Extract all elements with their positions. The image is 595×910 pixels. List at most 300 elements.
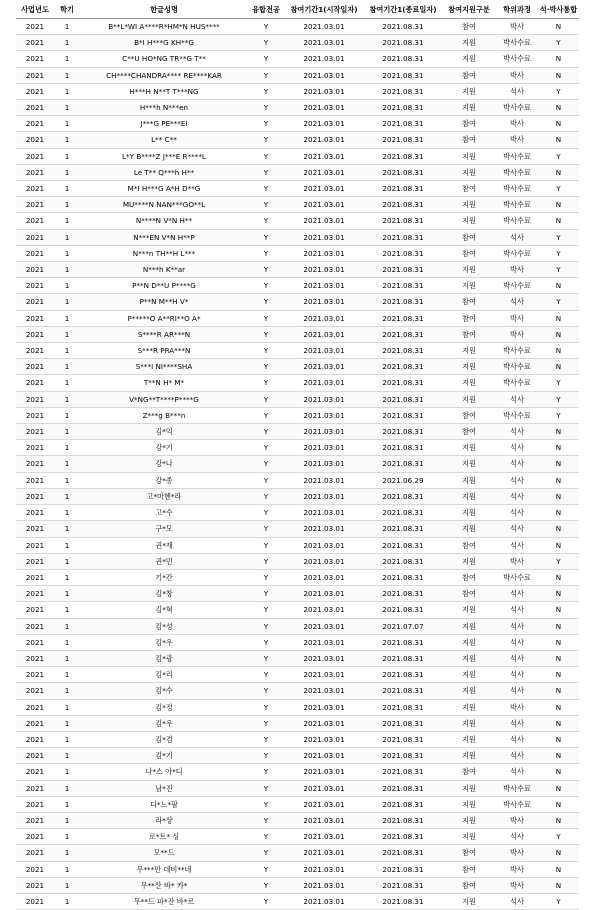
cell-term: 1 xyxy=(54,586,80,602)
cell-name: H***h N***en xyxy=(80,100,248,116)
cell-support-type: 지원 xyxy=(442,667,496,683)
cell-year: 2021 xyxy=(16,83,54,99)
cell-degree-course: 석사 xyxy=(496,391,538,407)
cell-support-type: 참여 xyxy=(442,67,496,83)
cell-start-date: 2021.03.01 xyxy=(284,569,364,585)
cell-degree-course: 석사 xyxy=(496,683,538,699)
cell-support-type: 지원 xyxy=(442,278,496,294)
cell-term: 1 xyxy=(54,488,80,504)
table-row xyxy=(16,553,579,569)
cell-convergence-major: Y xyxy=(248,440,284,456)
table-row xyxy=(16,229,579,245)
participant-table xyxy=(16,2,579,910)
cell-start-date: 2021.03.01 xyxy=(284,359,364,375)
cell-term: 1 xyxy=(54,699,80,715)
cell-end-date: 2021.08.31 xyxy=(364,294,442,310)
cell-support-type: 지원 xyxy=(442,731,496,747)
cell-start-date: 2021.03.01 xyxy=(284,181,364,197)
cell-degree-course: 석사 xyxy=(496,521,538,537)
cell-end-date: 2021.08.31 xyxy=(364,715,442,731)
cell-term: 1 xyxy=(54,602,80,618)
cell-year: 2021 xyxy=(16,51,54,67)
cell-degree-course: 석사 xyxy=(496,650,538,666)
cell-integrated-course: N xyxy=(538,67,579,83)
cell-degree-course: 석사 xyxy=(496,586,538,602)
table-row xyxy=(16,19,579,35)
cell-convergence-major: Y xyxy=(248,391,284,407)
column-header-term[interactable]: 학기 xyxy=(54,2,80,19)
column-header-year[interactable]: 사업년도 xyxy=(16,2,54,19)
cell-support-type: 참여 xyxy=(442,326,496,342)
cell-end-date: 2021.08.31 xyxy=(364,440,442,456)
cell-end-date: 2021.08.31 xyxy=(364,488,442,504)
cell-term: 1 xyxy=(54,278,80,294)
cell-degree-course: 박사 xyxy=(496,262,538,278)
cell-convergence-major: Y xyxy=(248,861,284,877)
cell-degree-course: 석사 xyxy=(496,440,538,456)
cell-start-date: 2021.03.01 xyxy=(284,262,364,278)
cell-degree-course: 석사 xyxy=(496,505,538,521)
cell-term: 1 xyxy=(54,829,80,845)
cell-name: 강*기 xyxy=(80,440,248,456)
cell-start-date: 2021.03.01 xyxy=(284,731,364,747)
cell-support-type: 지원 xyxy=(442,375,496,391)
cell-name: M*I H***G A*H D**G xyxy=(80,181,248,197)
cell-degree-course: 박사 xyxy=(496,116,538,132)
cell-start-date: 2021.03.01 xyxy=(284,148,364,164)
cell-degree-course: 박사수료 xyxy=(496,278,538,294)
cell-degree-course: 박사수료 xyxy=(496,51,538,67)
cell-year: 2021 xyxy=(16,326,54,342)
cell-convergence-major: Y xyxy=(248,699,284,715)
cell-support-type: 지원 xyxy=(442,521,496,537)
cell-degree-course: 박사수료 xyxy=(496,148,538,164)
cell-convergence-major: Y xyxy=(248,407,284,423)
cell-degree-course: 박사 xyxy=(496,877,538,893)
cell-end-date: 2021.08.31 xyxy=(364,19,442,35)
cell-degree-course: 박사 xyxy=(496,132,538,148)
column-header-convergence-major[interactable]: 융합전공 xyxy=(248,2,284,19)
cell-name: 김*우 xyxy=(80,715,248,731)
column-header-support-type[interactable]: 참여지원구분 xyxy=(442,2,496,19)
table-row xyxy=(16,51,579,67)
cell-degree-course: 박사 xyxy=(496,861,538,877)
cell-start-date: 2021.03.01 xyxy=(284,278,364,294)
cell-degree-course: 석사 xyxy=(496,634,538,650)
cell-convergence-major: Y xyxy=(248,667,284,683)
cell-support-type: 지원 xyxy=(442,812,496,828)
cell-year: 2021 xyxy=(16,618,54,634)
cell-end-date: 2021.08.31 xyxy=(364,424,442,440)
cell-integrated-course: Y xyxy=(538,229,579,245)
cell-end-date: 2021.08.31 xyxy=(364,148,442,164)
cell-support-type: 지원 xyxy=(442,35,496,51)
cell-end-date: 2021.08.31 xyxy=(364,375,442,391)
cell-degree-course: 박사수료 xyxy=(496,796,538,812)
cell-convergence-major: Y xyxy=(248,764,284,780)
table-row xyxy=(16,375,579,391)
cell-year: 2021 xyxy=(16,359,54,375)
cell-integrated-course: N xyxy=(538,877,579,893)
cell-start-date: 2021.03.01 xyxy=(284,424,364,440)
cell-integrated-course: N xyxy=(538,424,579,440)
cell-support-type: 참여 xyxy=(442,245,496,261)
cell-convergence-major: Y xyxy=(248,359,284,375)
cell-year: 2021 xyxy=(16,537,54,553)
cell-convergence-major: Y xyxy=(248,326,284,342)
cell-term: 1 xyxy=(54,116,80,132)
cell-degree-course: 석사 xyxy=(496,764,538,780)
cell-support-type: 참여 xyxy=(442,877,496,893)
cell-term: 1 xyxy=(54,213,80,229)
cell-name: 모**드 xyxy=(80,845,248,861)
table-row xyxy=(16,829,579,845)
cell-term: 1 xyxy=(54,861,80,877)
table-row xyxy=(16,796,579,812)
cell-name: S****R AR***N xyxy=(80,326,248,342)
cell-year: 2021 xyxy=(16,456,54,472)
cell-year: 2021 xyxy=(16,521,54,537)
cell-name: B**L*WI A****R*HM*N HUS**** xyxy=(80,19,248,35)
cell-term: 1 xyxy=(54,893,80,909)
cell-term: 1 xyxy=(54,456,80,472)
cell-integrated-course: N xyxy=(538,537,579,553)
cell-integrated-course: N xyxy=(538,456,579,472)
cell-support-type: 참여 xyxy=(442,586,496,602)
cell-term: 1 xyxy=(54,343,80,359)
cell-name: 권*재 xyxy=(80,537,248,553)
cell-end-date: 2021.08.31 xyxy=(364,812,442,828)
cell-integrated-course: N xyxy=(538,359,579,375)
cell-support-type: 참여 xyxy=(442,116,496,132)
cell-start-date: 2021.03.01 xyxy=(284,116,364,132)
cell-term: 1 xyxy=(54,618,80,634)
cell-integrated-course: Y xyxy=(538,553,579,569)
cell-name: 남*진 xyxy=(80,780,248,796)
column-header-start-date[interactable]: 참여기간1(시작일자) xyxy=(284,2,364,19)
cell-convergence-major: Y xyxy=(248,488,284,504)
table-row xyxy=(16,83,579,99)
cell-convergence-major: Y xyxy=(248,262,284,278)
cell-degree-course: 박사 xyxy=(496,812,538,828)
cell-year: 2021 xyxy=(16,861,54,877)
cell-convergence-major: Y xyxy=(248,67,284,83)
cell-year: 2021 xyxy=(16,602,54,618)
table-row xyxy=(16,861,579,877)
cell-term: 1 xyxy=(54,796,80,812)
cell-degree-course: 박사수료 xyxy=(496,197,538,213)
cell-name: 나*스 아*디 xyxy=(80,764,248,780)
cell-support-type: 지원 xyxy=(442,634,496,650)
cell-integrated-course: N xyxy=(538,764,579,780)
cell-end-date: 2021.08.31 xyxy=(364,310,442,326)
cell-term: 1 xyxy=(54,667,80,683)
cell-start-date: 2021.03.01 xyxy=(284,893,364,909)
cell-start-date: 2021.03.01 xyxy=(284,780,364,796)
cell-end-date: 2021.08.31 xyxy=(364,861,442,877)
cell-support-type: 참여 xyxy=(442,229,496,245)
cell-year: 2021 xyxy=(16,181,54,197)
column-header-name[interactable]: 한글성명 xyxy=(80,2,248,19)
cell-convergence-major: Y xyxy=(248,35,284,51)
cell-convergence-major: Y xyxy=(248,100,284,116)
cell-support-type: 지원 xyxy=(442,683,496,699)
cell-integrated-course: N xyxy=(538,748,579,764)
cell-start-date: 2021.03.01 xyxy=(284,586,364,602)
cell-integrated-course: Y xyxy=(538,375,579,391)
cell-start-date: 2021.03.01 xyxy=(284,796,364,812)
table-row xyxy=(16,699,579,715)
cell-end-date: 2021.08.31 xyxy=(364,683,442,699)
cell-term: 1 xyxy=(54,569,80,585)
cell-degree-course: 석사 xyxy=(496,602,538,618)
cell-convergence-major: Y xyxy=(248,893,284,909)
table-row xyxy=(16,391,579,407)
cell-end-date: 2021.08.31 xyxy=(364,667,442,683)
cell-end-date: 2021.08.31 xyxy=(364,67,442,83)
cell-name: 김*수 xyxy=(80,683,248,699)
cell-convergence-major: Y xyxy=(248,586,284,602)
cell-term: 1 xyxy=(54,845,80,861)
cell-end-date: 2021.08.31 xyxy=(364,893,442,909)
cell-convergence-major: Y xyxy=(248,181,284,197)
cell-term: 1 xyxy=(54,35,80,51)
cell-term: 1 xyxy=(54,505,80,521)
cell-term: 1 xyxy=(54,472,80,488)
cell-support-type: 지원 xyxy=(442,262,496,278)
cell-year: 2021 xyxy=(16,829,54,845)
column-header-integrated-course[interactable]: 석·박사통합 xyxy=(538,2,579,19)
cell-convergence-major: Y xyxy=(248,456,284,472)
cell-degree-course: 석사 xyxy=(496,424,538,440)
table-row xyxy=(16,667,579,683)
cell-term: 1 xyxy=(54,812,80,828)
cell-name: P**N M**H V* xyxy=(80,294,248,310)
cell-term: 1 xyxy=(54,132,80,148)
cell-integrated-course: N xyxy=(538,100,579,116)
cell-name: Le T** Q***h H** xyxy=(80,164,248,180)
cell-name: 고*수 xyxy=(80,505,248,521)
cell-name: 로*트* 싱 xyxy=(80,829,248,845)
cell-start-date: 2021.03.01 xyxy=(284,326,364,342)
cell-term: 1 xyxy=(54,181,80,197)
cell-end-date: 2021.08.31 xyxy=(364,359,442,375)
cell-support-type: 지원 xyxy=(442,213,496,229)
cell-year: 2021 xyxy=(16,780,54,796)
cell-convergence-major: Y xyxy=(248,19,284,35)
cell-start-date: 2021.03.01 xyxy=(284,650,364,666)
cell-year: 2021 xyxy=(16,634,54,650)
cell-support-type: 지원 xyxy=(442,472,496,488)
cell-end-date: 2021.08.31 xyxy=(364,245,442,261)
cell-integrated-course: N xyxy=(538,51,579,67)
cell-start-date: 2021.03.01 xyxy=(284,407,364,423)
cell-support-type: 참여 xyxy=(442,424,496,440)
cell-end-date: 2021.08.31 xyxy=(364,132,442,148)
cell-integrated-course: N xyxy=(538,488,579,504)
cell-integrated-course: N xyxy=(538,197,579,213)
cell-name: 김*기 xyxy=(80,748,248,764)
cell-term: 1 xyxy=(54,229,80,245)
table-row xyxy=(16,35,579,51)
cell-year: 2021 xyxy=(16,294,54,310)
cell-name: 김*창 xyxy=(80,586,248,602)
cell-support-type: 참여 xyxy=(442,310,496,326)
cell-year: 2021 xyxy=(16,553,54,569)
cell-integrated-course: N xyxy=(538,440,579,456)
cell-start-date: 2021.03.01 xyxy=(284,683,364,699)
cell-support-type: 지원 xyxy=(442,748,496,764)
participant-sheet xyxy=(16,2,579,910)
cell-name: 디*느*팜 xyxy=(80,796,248,812)
table-row xyxy=(16,634,579,650)
cell-name: 권*민 xyxy=(80,553,248,569)
cell-degree-course: 박사 xyxy=(496,67,538,83)
cell-end-date: 2021.08.31 xyxy=(364,164,442,180)
cell-integrated-course: N xyxy=(538,116,579,132)
table-row xyxy=(16,100,579,116)
column-header-degree-course[interactable]: 학위과정 xyxy=(496,2,538,19)
cell-support-type: 참여 xyxy=(442,537,496,553)
cell-year: 2021 xyxy=(16,586,54,602)
cell-convergence-major: Y xyxy=(248,164,284,180)
cell-degree-course: 박사수료 xyxy=(496,100,538,116)
cell-support-type: 참여 xyxy=(442,132,496,148)
cell-year: 2021 xyxy=(16,148,54,164)
table-row xyxy=(16,440,579,456)
cell-degree-course: 석사 xyxy=(496,618,538,634)
cell-degree-course: 박사수료 xyxy=(496,359,538,375)
cell-degree-course: 박사 xyxy=(496,310,538,326)
cell-convergence-major: Y xyxy=(248,650,284,666)
cell-degree-course: 박사수료 xyxy=(496,343,538,359)
cell-degree-course: 박사수료 xyxy=(496,164,538,180)
cell-start-date: 2021.03.01 xyxy=(284,699,364,715)
cell-start-date: 2021.03.01 xyxy=(284,521,364,537)
cell-convergence-major: Y xyxy=(248,197,284,213)
cell-name: T**N H* M* xyxy=(80,375,248,391)
cell-degree-course: 석사 xyxy=(496,893,538,909)
cell-start-date: 2021.03.01 xyxy=(284,764,364,780)
cell-end-date: 2021.08.31 xyxy=(364,100,442,116)
cell-integrated-course: N xyxy=(538,845,579,861)
cell-integrated-course: Y xyxy=(538,245,579,261)
cell-support-type: 지원 xyxy=(442,618,496,634)
cell-degree-course: 박사수료 xyxy=(496,407,538,423)
cell-term: 1 xyxy=(54,731,80,747)
cell-name: J***G PE***EI xyxy=(80,116,248,132)
cell-degree-course: 석사 xyxy=(496,715,538,731)
cell-convergence-major: Y xyxy=(248,521,284,537)
cell-start-date: 2021.03.01 xyxy=(284,51,364,67)
cell-support-type: 지원 xyxy=(442,456,496,472)
cell-term: 1 xyxy=(54,262,80,278)
cell-convergence-major: Y xyxy=(248,683,284,699)
cell-term: 1 xyxy=(54,294,80,310)
cell-end-date: 2021.08.31 xyxy=(364,877,442,893)
cell-end-date: 2021.08.31 xyxy=(364,569,442,585)
table-row xyxy=(16,310,579,326)
cell-integrated-course: N xyxy=(538,602,579,618)
cell-integrated-course: N xyxy=(538,796,579,812)
cell-name: B*I H***G KH**G xyxy=(80,35,248,51)
cell-support-type: 지원 xyxy=(442,780,496,796)
cell-end-date: 2021.07.07 xyxy=(364,618,442,634)
table-row xyxy=(16,326,579,342)
cell-year: 2021 xyxy=(16,391,54,407)
cell-year: 2021 xyxy=(16,229,54,245)
cell-name: 고*마헨*라 xyxy=(80,488,248,504)
table-row xyxy=(16,715,579,731)
cell-support-type: 지원 xyxy=(442,164,496,180)
cell-end-date: 2021.08.31 xyxy=(364,83,442,99)
cell-name: 기*간 xyxy=(80,569,248,585)
cell-integrated-course: N xyxy=(538,731,579,747)
cell-end-date: 2021.08.31 xyxy=(364,35,442,51)
cell-end-date: 2021.08.31 xyxy=(364,602,442,618)
column-header-end-date[interactable]: 참여기간1(종료일자) xyxy=(364,2,442,19)
cell-term: 1 xyxy=(54,391,80,407)
cell-name: 강*종 xyxy=(80,472,248,488)
cell-convergence-major: Y xyxy=(248,343,284,359)
table-row xyxy=(16,424,579,440)
table-row xyxy=(16,537,579,553)
table-row xyxy=(16,67,579,83)
table-row xyxy=(16,650,579,666)
cell-end-date: 2021.08.31 xyxy=(364,181,442,197)
cell-start-date: 2021.03.01 xyxy=(284,667,364,683)
cell-integrated-course: N xyxy=(538,699,579,715)
cell-end-date: 2021.08.31 xyxy=(364,586,442,602)
cell-degree-course: 석사 xyxy=(496,472,538,488)
cell-start-date: 2021.03.01 xyxy=(284,35,364,51)
cell-end-date: 2021.08.31 xyxy=(364,796,442,812)
cell-support-type: 지원 xyxy=(442,100,496,116)
cell-convergence-major: Y xyxy=(248,83,284,99)
cell-support-type: 참여 xyxy=(442,861,496,877)
cell-degree-course: 석사 xyxy=(496,537,538,553)
cell-support-type: 지원 xyxy=(442,650,496,666)
cell-name: 강*나 xyxy=(80,456,248,472)
cell-integrated-course: Y xyxy=(538,35,579,51)
cell-year: 2021 xyxy=(16,310,54,326)
cell-start-date: 2021.03.01 xyxy=(284,343,364,359)
cell-degree-course: 박사수료 xyxy=(496,569,538,585)
cell-convergence-major: Y xyxy=(248,845,284,861)
cell-year: 2021 xyxy=(16,19,54,35)
cell-support-type: 지원 xyxy=(442,83,496,99)
cell-integrated-course: N xyxy=(538,861,579,877)
cell-integrated-course: N xyxy=(538,19,579,35)
cell-end-date: 2021.08.31 xyxy=(364,343,442,359)
cell-degree-course: 박사수료 xyxy=(496,780,538,796)
cell-support-type: 지원 xyxy=(442,488,496,504)
cell-name: P**N D**U P****G xyxy=(80,278,248,294)
table-row xyxy=(16,472,579,488)
cell-year: 2021 xyxy=(16,424,54,440)
cell-name: 김*정 xyxy=(80,699,248,715)
cell-start-date: 2021.03.01 xyxy=(284,602,364,618)
cell-convergence-major: Y xyxy=(248,618,284,634)
cell-degree-course: 박사 xyxy=(496,845,538,861)
cell-start-date: 2021.03.01 xyxy=(284,553,364,569)
cell-start-date: 2021.03.01 xyxy=(284,456,364,472)
cell-support-type: 지원 xyxy=(442,391,496,407)
cell-term: 1 xyxy=(54,440,80,456)
table-row xyxy=(16,116,579,132)
cell-start-date: 2021.03.01 xyxy=(284,391,364,407)
cell-start-date: 2021.03.01 xyxy=(284,213,364,229)
